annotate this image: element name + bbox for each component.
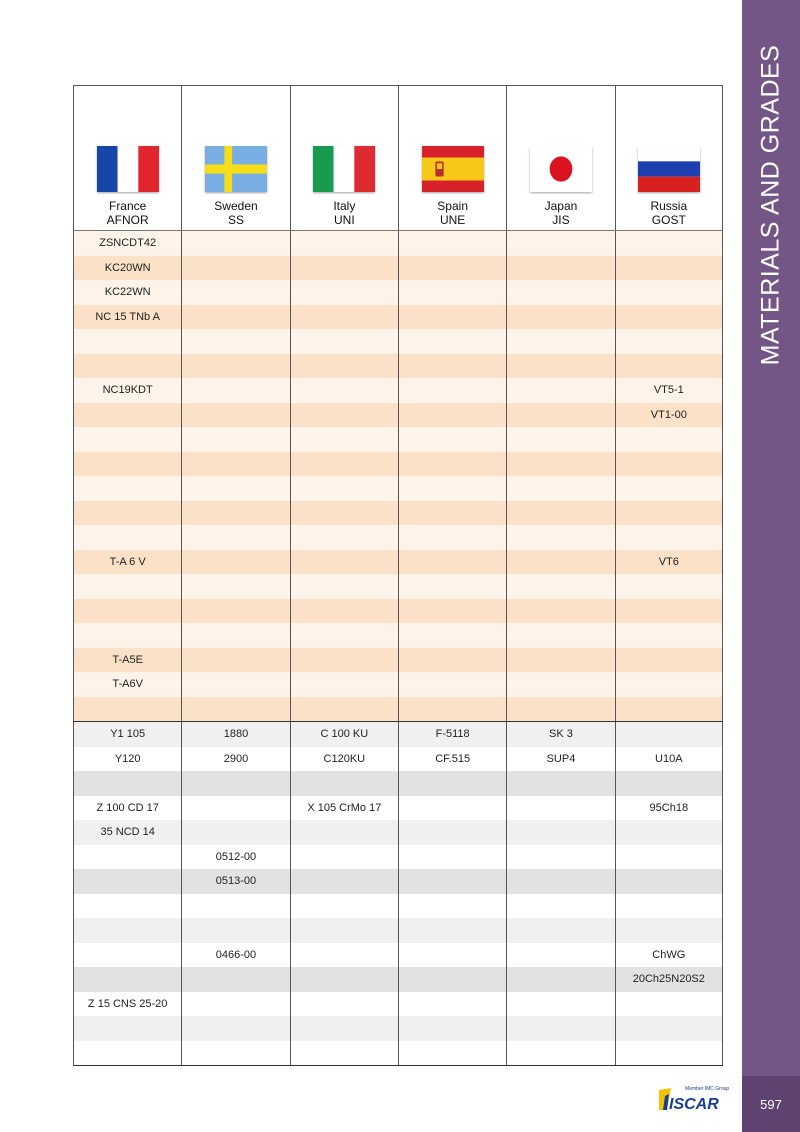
grade-cell: [506, 427, 614, 452]
grade-cell: [181, 967, 289, 992]
grade-cell: VT1-00: [615, 403, 723, 428]
table-row: [73, 501, 723, 526]
grade-cell: NC19KDT: [73, 378, 181, 403]
table-row: [73, 771, 723, 796]
grade-cell: [615, 992, 723, 1017]
grade-cell: KC20WN: [73, 256, 181, 281]
section-title: MATERIALS AND GRADES: [756, 44, 785, 366]
grade-cell: 2900: [181, 747, 289, 772]
grade-cell: [506, 525, 614, 550]
grade-cell: 0512-00: [181, 845, 289, 870]
grade-cell: [181, 427, 289, 452]
italy-flag: [313, 146, 375, 192]
grade-cell: [506, 967, 614, 992]
table-row: [73, 869, 723, 894]
grade-cell: [506, 672, 614, 697]
grade-cell: VT6: [615, 550, 723, 575]
table-bottom-border: [73, 1065, 723, 1066]
table-header: [73, 85, 723, 231]
grade-cell: [181, 796, 289, 821]
grade-cell: [398, 796, 506, 821]
grade-cell: [506, 476, 614, 501]
grade-cell: [615, 231, 723, 256]
grade-cell: [506, 231, 614, 256]
grade-cell: [73, 623, 181, 648]
grade-cell: [398, 256, 506, 281]
table-row: [73, 747, 723, 772]
grade-cell: [73, 1016, 181, 1041]
grade-cell: [181, 574, 289, 599]
grade-cell: [290, 550, 398, 575]
grade-cell: [615, 918, 723, 943]
grade-cell: [181, 918, 289, 943]
grade-cell: [290, 476, 398, 501]
grade-cell: [73, 599, 181, 624]
grade-cell: [398, 525, 506, 550]
country-label: Japan: [544, 199, 578, 213]
grade-cell: [290, 771, 398, 796]
grade-cell: [181, 894, 289, 919]
grade-cell: [181, 525, 289, 550]
column-header-france: [73, 86, 181, 230]
table-row: [73, 623, 723, 648]
grade-cell: [181, 354, 289, 379]
grade-cell: [398, 427, 506, 452]
grade-cell: [615, 697, 723, 722]
grade-cell: [398, 1041, 506, 1066]
grade-cell: [290, 525, 398, 550]
standard-label: UNE: [439, 213, 466, 227]
grade-cell: [506, 599, 614, 624]
standard-label: SS: [227, 213, 244, 227]
grade-cell: [398, 1016, 506, 1041]
grade-cell: [290, 845, 398, 870]
grade-cell: [181, 305, 289, 330]
grade-cell: [181, 1016, 289, 1041]
grade-cell: 35 NCD 14: [73, 820, 181, 845]
grade-cell: SUP4: [506, 747, 614, 772]
table-row: [73, 354, 723, 379]
grade-cell: [290, 574, 398, 599]
table-row: [73, 796, 723, 821]
grade-cell: [398, 697, 506, 722]
table-section-2: [73, 721, 723, 1065]
grade-cell: [615, 525, 723, 550]
grade-cell: [615, 1041, 723, 1066]
grade-cell: [398, 672, 506, 697]
grade-cell: [398, 403, 506, 428]
grade-cell: [398, 501, 506, 526]
grade-cell: [290, 648, 398, 673]
iscar-logo: [657, 1082, 737, 1112]
grade-cell: [615, 648, 723, 673]
table-row: [73, 476, 723, 501]
column-header-japan: [506, 86, 614, 230]
table-row: [73, 992, 723, 1017]
grade-cell: [73, 1041, 181, 1066]
grade-cell: [181, 648, 289, 673]
grade-cell: [615, 894, 723, 919]
table-row: [73, 672, 723, 697]
grade-cell: [506, 623, 614, 648]
table-row: [73, 574, 723, 599]
grade-cell: 1880: [181, 722, 289, 747]
standard-label: UNI: [333, 213, 355, 227]
grade-cell: 20Ch25N20S2: [615, 967, 723, 992]
grade-cell: [181, 550, 289, 575]
country-label: Russia: [650, 199, 688, 213]
grade-cell: [73, 771, 181, 796]
grade-cell: [181, 697, 289, 722]
grade-cell: [73, 943, 181, 968]
grade-cell: [615, 820, 723, 845]
grade-cell: [615, 599, 723, 624]
grade-cell: [615, 329, 723, 354]
grade-cell: [290, 378, 398, 403]
grade-cell: [181, 476, 289, 501]
grade-cell: C 100 KU: [290, 722, 398, 747]
column-header-russia: [615, 86, 723, 230]
grade-cell: [181, 452, 289, 477]
grade-cell: Z 15 CNS 25-20: [73, 992, 181, 1017]
grade-cell: [181, 378, 289, 403]
table-row: [73, 452, 723, 477]
grade-cell: [398, 943, 506, 968]
country-label: Sweden: [214, 199, 258, 213]
table-row: [73, 550, 723, 575]
grade-cell: 0466-00: [181, 943, 289, 968]
grade-cell: [73, 869, 181, 894]
grade-cell: [506, 943, 614, 968]
grade-cell: [398, 967, 506, 992]
grade-cell: [290, 967, 398, 992]
grade-cell: [506, 697, 614, 722]
grade-cell: [290, 452, 398, 477]
grade-cell: [615, 869, 723, 894]
grade-cell: [181, 1041, 289, 1066]
grade-cell: [506, 574, 614, 599]
grade-cell: [506, 894, 614, 919]
grade-cell: [73, 525, 181, 550]
grade-cell: [615, 427, 723, 452]
grade-cell: [290, 820, 398, 845]
grade-cell: [506, 403, 614, 428]
grade-cell: [398, 550, 506, 575]
table-row: [73, 1016, 723, 1041]
grade-cell: [506, 648, 614, 673]
grade-cell: [73, 329, 181, 354]
grade-cell: [290, 1016, 398, 1041]
grade-cell: U10A: [615, 747, 723, 772]
grade-cell: [181, 256, 289, 281]
grade-cell: [290, 501, 398, 526]
grade-cell: [73, 501, 181, 526]
grade-cell: [290, 280, 398, 305]
grade-cell: [73, 427, 181, 452]
table-row: [73, 918, 723, 943]
table-row: [73, 722, 723, 747]
grade-cell: [290, 869, 398, 894]
grade-cell: [290, 403, 398, 428]
grade-cell: [398, 329, 506, 354]
grade-cell: T-A5E: [73, 648, 181, 673]
grade-cell: [181, 599, 289, 624]
table-row: [73, 845, 723, 870]
grade-cell: [398, 820, 506, 845]
grade-cell: [290, 256, 398, 281]
table-row: [73, 427, 723, 452]
grade-cell: [615, 256, 723, 281]
country-label: France: [108, 199, 147, 213]
grade-cell: [73, 354, 181, 379]
grade-cell: [398, 845, 506, 870]
grade-cell: [73, 574, 181, 599]
grade-cell: [398, 771, 506, 796]
country-label: Italy: [333, 199, 356, 213]
grade-cell: [398, 378, 506, 403]
logo-text: ISCAR: [669, 1096, 719, 1112]
grade-cell: [290, 599, 398, 624]
table-row: [73, 403, 723, 428]
materials-table: [73, 85, 723, 1066]
grade-cell: [506, 501, 614, 526]
grade-cell: T-A6V: [73, 672, 181, 697]
grade-cell: [615, 305, 723, 330]
grade-cell: [398, 305, 506, 330]
grade-cell: [290, 427, 398, 452]
grade-cell: [73, 697, 181, 722]
grade-cell: [181, 403, 289, 428]
grade-cell: [398, 354, 506, 379]
grade-cell: [398, 231, 506, 256]
grade-cell: [181, 672, 289, 697]
grade-cell: Y1 105: [73, 722, 181, 747]
grade-cell: [506, 452, 614, 477]
standard-label: JIS: [552, 213, 570, 227]
grade-cell: [398, 476, 506, 501]
grade-cell: Y120: [73, 747, 181, 772]
grade-cell: [181, 623, 289, 648]
grade-cell: SK 3: [506, 722, 614, 747]
grade-cell: [290, 354, 398, 379]
spain-flag: [422, 146, 484, 192]
grade-cell: [506, 378, 614, 403]
grade-cell: [181, 280, 289, 305]
table-section-1: [73, 231, 723, 721]
grade-cell: [615, 1016, 723, 1041]
grade-cell: [615, 476, 723, 501]
grade-cell: [615, 771, 723, 796]
france-flag: [97, 146, 159, 192]
grade-cell: [506, 992, 614, 1017]
grade-cell: [73, 403, 181, 428]
grade-cell: T-A 6 V: [73, 550, 181, 575]
table-row: [73, 599, 723, 624]
grade-cell: [290, 918, 398, 943]
grade-cell: [506, 1016, 614, 1041]
grade-cell: [290, 697, 398, 722]
table-row: [73, 329, 723, 354]
grade-cell: 95Ch18: [615, 796, 723, 821]
grade-cell: [506, 256, 614, 281]
grade-cell: [398, 918, 506, 943]
table-row: [73, 894, 723, 919]
grade-cell: [506, 820, 614, 845]
grade-cell: [506, 329, 614, 354]
grade-cell: [615, 354, 723, 379]
grade-cell: 0513-00: [181, 869, 289, 894]
table-row: [73, 820, 723, 845]
grade-cell: VT5-1: [615, 378, 723, 403]
grade-cell: [73, 476, 181, 501]
table-row: [73, 378, 723, 403]
grade-cell: [290, 894, 398, 919]
grade-cell: C120KU: [290, 747, 398, 772]
grade-cell: CF.515: [398, 747, 506, 772]
grade-cell: [398, 574, 506, 599]
grade-cell: [398, 280, 506, 305]
grade-cell: ChWG: [615, 943, 723, 968]
grade-cell: [398, 869, 506, 894]
grade-cell: [615, 623, 723, 648]
table-row: [73, 943, 723, 968]
page-number: 597: [742, 1076, 800, 1132]
table-row: [73, 967, 723, 992]
standard-label: AFNOR: [106, 213, 149, 227]
grade-cell: [398, 894, 506, 919]
grade-cell: [181, 501, 289, 526]
grade-cell: [181, 820, 289, 845]
grade-cell: F-5118: [398, 722, 506, 747]
table-row: [73, 1041, 723, 1066]
grade-cell: [290, 305, 398, 330]
grade-cell: NC 15 TNb A: [73, 305, 181, 330]
grade-cell: [615, 845, 723, 870]
table-row: [73, 231, 723, 256]
column-header-sweden: [181, 86, 289, 230]
grade-cell: [506, 305, 614, 330]
grade-cell: [506, 845, 614, 870]
grade-cell: [615, 722, 723, 747]
grade-cell: [290, 1041, 398, 1066]
grade-cell: [615, 501, 723, 526]
grade-cell: [181, 992, 289, 1017]
table-row: [73, 280, 723, 305]
grade-cell: [181, 329, 289, 354]
grade-cell: [398, 623, 506, 648]
grade-cell: [290, 329, 398, 354]
grade-cell: [506, 869, 614, 894]
grade-cell: [290, 943, 398, 968]
column-header-italy: [290, 86, 398, 230]
grade-cell: [398, 992, 506, 1017]
grade-cell: [73, 452, 181, 477]
grade-cell: [73, 918, 181, 943]
grade-cell: [290, 231, 398, 256]
sweden-flag: [205, 146, 267, 192]
grade-cell: [506, 796, 614, 821]
grade-cell: [181, 771, 289, 796]
grade-cell: X 105 CrMo 17: [290, 796, 398, 821]
grade-cell: [181, 231, 289, 256]
grade-cell: [506, 550, 614, 575]
grade-cell: [290, 992, 398, 1017]
japan-flag: [530, 146, 592, 192]
grade-cell: [73, 894, 181, 919]
grade-cell: [615, 672, 723, 697]
table-row: [73, 525, 723, 550]
table-row: [73, 305, 723, 330]
grade-cell: [506, 354, 614, 379]
grade-cell: [73, 967, 181, 992]
grade-cell: [615, 452, 723, 477]
country-label: Spain: [437, 199, 468, 213]
russia-flag: [638, 146, 700, 192]
grade-cell: [506, 918, 614, 943]
table-row: [73, 697, 723, 722]
column-header-spain: [398, 86, 506, 230]
grade-cell: [506, 280, 614, 305]
table-row: [73, 256, 723, 281]
grade-cell: [73, 845, 181, 870]
grade-cell: [398, 599, 506, 624]
grade-cell: [615, 280, 723, 305]
logo-tagline: Member IMC Group: [685, 1086, 730, 1092]
grade-cell: [506, 771, 614, 796]
grade-cell: [290, 623, 398, 648]
standard-label: GOST: [651, 213, 686, 227]
grade-cell: Z 100 CD 17: [73, 796, 181, 821]
grade-cell: [615, 574, 723, 599]
grade-cell: [290, 672, 398, 697]
grade-cell: ZSNCDT42: [73, 231, 181, 256]
table-row: [73, 648, 723, 673]
grade-cell: [398, 648, 506, 673]
grade-cell: KC22WN: [73, 280, 181, 305]
grade-cell: [398, 452, 506, 477]
grade-cell: [506, 1041, 614, 1066]
